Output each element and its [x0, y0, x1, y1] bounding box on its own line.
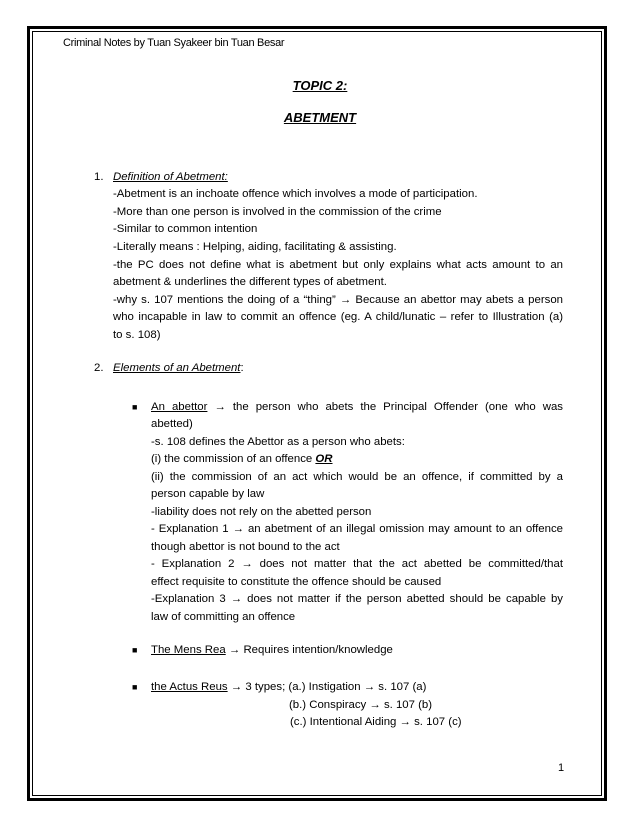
section-1-line: -Literally means : Helping, aiding, facilitating & assisting.: [113, 241, 397, 253]
bullet-square-icon: ■: [132, 645, 138, 655]
section-1-line: who incapable in law to commit an offence (eg. A child/lunatic – refer to Illustration (a): [113, 311, 563, 323]
bullet-2-rest: → Requires intention/knowledge: [225, 644, 393, 656]
section-1-line: -More than one person is involved in the commission of the crime: [113, 206, 442, 218]
bullet-1-term: An abettor: [151, 401, 208, 413]
bullet-1-line-i: (i) the commission of an offence: [151, 453, 316, 465]
bullet-3-sub-c: (c.) Intentional Aiding → s. 107 (c): [290, 716, 462, 728]
bullet-1-line: -Explanation 3 → does not matter if the person abetted should be capable by: [151, 593, 563, 605]
bullet-square-icon: ■: [132, 682, 138, 692]
bullet-1-line: [151, 452, 333, 466]
section-1-line: abetment & underlines the different types of abetment.: [113, 276, 387, 288]
bullet-1-line: - Explanation 2 → does not matter that the act abetted be committed/that: [151, 558, 563, 570]
bullet-1-line: law of committing an offence: [151, 611, 296, 623]
bullet-1-first-rest: → the person who abets the Principal Offender (one who was: [207, 401, 563, 413]
topic-subtitle: ABETMENT: [283, 110, 357, 125]
running-header: Criminal Notes by Tuan Syakeer bin Tuan Besar: [63, 37, 285, 49]
bullet-1-line: effect requisite to constitute the offence should be caused: [151, 576, 442, 588]
section-2-number: 2.: [94, 362, 104, 374]
section-1-line: -Similar to common intention: [113, 223, 258, 235]
section-1-line: -why s. 107 mentions the doing of a “thing” → Because an abettor may abets a person: [113, 294, 563, 306]
bullet-3-line: [151, 680, 426, 694]
bullet-1-line: - Explanation 1 → an abetment of an illegal omission may amount to an offence: [151, 523, 563, 535]
bullet-2-line: [151, 643, 393, 657]
section-2-heading-text: Elements of an Abetment: [113, 362, 241, 374]
bullet-square-icon: ■: [132, 402, 138, 412]
section-1-line: to s. 108): [113, 329, 161, 341]
bullet-1-line: -liability does not rely on the abetted person: [151, 506, 372, 518]
bullet-1-line: though abettor is not bound to the act: [151, 541, 340, 553]
section-1-number: 1.: [94, 171, 104, 183]
topic-title: TOPIC 2:: [292, 78, 348, 93]
bullet-1-line: (ii) the commission of an act which would be an offence, if committed by a: [151, 471, 563, 483]
bullet-1-line: [151, 400, 563, 414]
section-1-line: -Abetment is an inchoate offence which involves a mode of participation.: [113, 188, 478, 200]
bullet-2-term: The Mens Rea: [151, 644, 226, 656]
bullet-1-line: abetted): [151, 418, 193, 430]
page-number: 1: [558, 762, 565, 774]
bullet-1-or: OR: [315, 453, 333, 465]
bullet-3-rest: → 3 types; (a.) Instigation → s. 107 (a): [227, 681, 427, 693]
section-1-heading: Definition of Abetment:: [113, 171, 228, 183]
bullet-3-sub-b: (b.) Conspiracy → s. 107 (b): [289, 699, 433, 711]
section-2-heading: [113, 361, 244, 375]
section-1-line: -the PC does not define what is abetment but only explains what acts amount to an: [113, 259, 563, 271]
section-2-heading-colon: :: [240, 362, 244, 374]
bullet-1-line: person capable by law: [151, 488, 265, 500]
bullet-3-term: the Actus Reus: [151, 681, 228, 693]
bullet-1-line: -s. 108 defines the Abettor as a person who abets:: [151, 436, 405, 448]
